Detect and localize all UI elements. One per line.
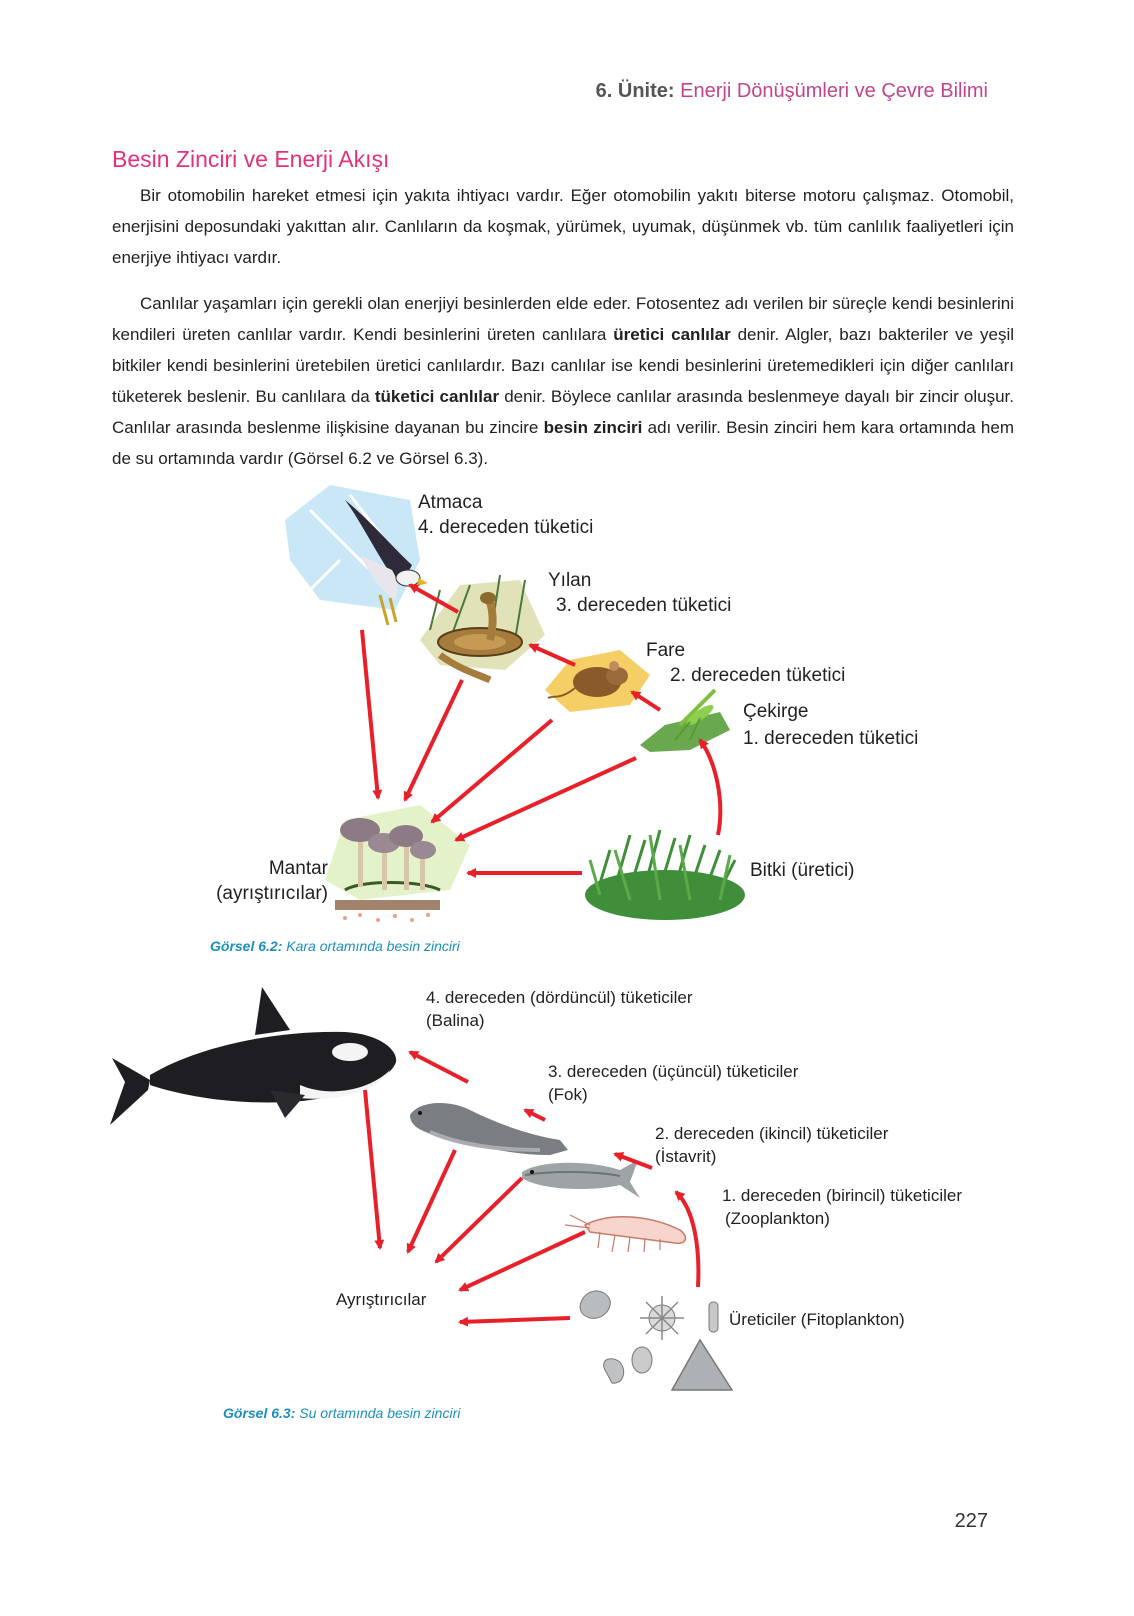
p2-text-4: adı verilir. Besin zinciri hem kara ortamında hem de su ortamında vardır (Görsel 6.2 ve Görsel 6.3). (112, 418, 1014, 468)
grasshopper-label (743, 699, 918, 751)
orca-illustration (110, 987, 396, 1125)
seal-illustration (410, 1103, 568, 1155)
section-title: Besin Zinciri ve Enerji Akışı (112, 146, 390, 172)
fish-name: (İstavrit) (655, 1147, 717, 1166)
fish-illustration (522, 1160, 640, 1198)
caption-6-2-text: Kara ortamında besin zinciri (286, 938, 460, 954)
hawk-role: 4. dereceden tüketici (418, 517, 594, 538)
plant-label: Bitki (üretici) (750, 860, 855, 881)
grass-illustration (585, 830, 745, 920)
p2-bold-food-chain: besin zinciri (543, 418, 643, 437)
hawk-name: Atmaca (418, 492, 483, 513)
fungi-role: (ayrıştırıcılar) (216, 883, 328, 904)
p2-text-1: Canlılar yaşamları için gerekli olan enerjiyi besinlerden elde eder. Fotosentez adı verilen bir süreçle kendi besinlerini kendileri üreten canlılar vardır. Kendi besinlerini üreten canlılara (112, 294, 1014, 344)
grasshopper-illustration (640, 690, 730, 752)
caption-6-2-number: Görsel 6.2: (210, 938, 283, 954)
page-number: 227 (954, 1510, 988, 1532)
mushroom-illustration (325, 805, 470, 922)
fungi-label (208, 856, 328, 906)
zooplankton-label (722, 1184, 962, 1230)
whale-role: 4. dereceden (dördüncül) tüketiciler (426, 988, 693, 1007)
phytoplankton-illustration (580, 1291, 732, 1390)
grasshopper-role: 1. dereceden tüketici (743, 728, 919, 749)
whale-label (426, 986, 692, 1032)
fish-role: 2. dereceden (ikincil) tüketiciler (655, 1124, 889, 1143)
seal-role: 3. dereceden (üçüncül) tüketiciler (548, 1062, 799, 1081)
caption-6-3-text: Su ortamında besin zinciri (299, 1405, 461, 1421)
mouse-name: Fare (646, 640, 686, 661)
p2-text-3: denir. Böylece canlılar arasında beslenmeye dayalı bir zincir oluşur. Canlılar arasında beslenme ilişkisine dayanan bu zincire (112, 387, 1014, 437)
snake-illustration (420, 575, 545, 680)
figure-6-3-caption (223, 1405, 460, 1421)
mouse-label (646, 638, 845, 688)
snake-role: 3. dereceden tüketici (556, 595, 732, 616)
zoo-name: (Zooplankton) (725, 1209, 830, 1228)
producers-label: Üreticiler (Fitoplankton) (729, 1310, 905, 1329)
seal-label (548, 1060, 798, 1106)
paragraph-1: Bir otomobilin hareket etmesi için yakıta ihtiyacı vardır. Eğer otomobilin yakıtı biterse motoru çalışmaz. Otomobil, enerjisini deposundaki yakıttan alır. Canlıların da koşmak, yürümek, uyumak, düşünmek vb. tüm canlılık faaliyetleri için enerjiye ihtiyacı vardır. (112, 186, 1014, 267)
zoo-role: 1. dereceden (birincil) tüketiciler (722, 1186, 962, 1205)
seal-name: (Fok) (548, 1085, 588, 1104)
p2-bold-producers: üretici canlılar (613, 325, 731, 344)
snake-label (548, 568, 731, 618)
p2-bold-consumers: tüketici canlılar (374, 387, 500, 406)
decomposers-label: Ayrıştırıcılar (336, 1290, 427, 1309)
p2-text-2: denir. Algler, bazı bakteriler ve yeşil bitkiler kendi besinlerini üretebilen üretici canlılardır. Bazı canlılar ise kendi besinlerini üretemedikleri için diğer canlıları tüketerek beslenir. Bu canlılara da (112, 325, 1014, 406)
mouse-role: 2. dereceden tüketici (670, 665, 846, 686)
unit-topic: Enerji Dönüşümleri ve Çevre Bilimi (680, 80, 988, 102)
grasshopper-name: Çekirge (743, 701, 809, 722)
whale-name: (Balina) (426, 1011, 485, 1030)
figure-6-2-caption (210, 938, 460, 954)
fish-label (655, 1122, 888, 1168)
fungi-name: Mantar (268, 858, 328, 879)
snake-name: Yılan (548, 570, 592, 591)
hawk-label (418, 490, 593, 540)
hawk-illustration (285, 485, 428, 625)
caption-6-3-number: Görsel 6.3: (223, 1405, 296, 1421)
unit-label: 6. Ünite: (595, 80, 675, 102)
